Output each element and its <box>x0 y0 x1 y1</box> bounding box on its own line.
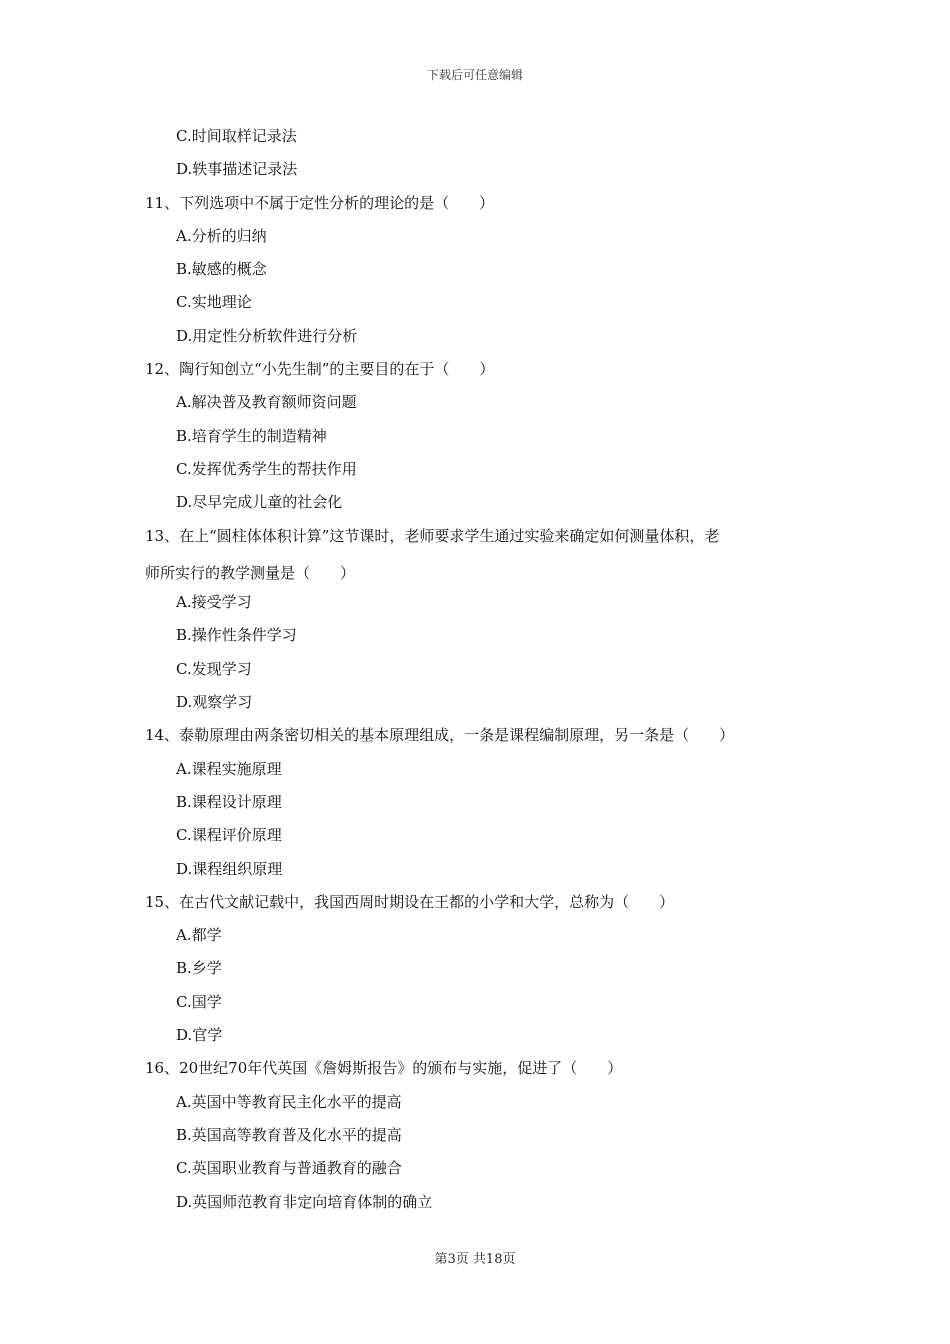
answer-option: C.国学 <box>176 992 222 1011</box>
answer-option: B.培育学生的制造精神 <box>176 426 327 445</box>
answer-option: C.实地理论 <box>176 293 252 312</box>
page-header: 下载后可任意编辑 <box>426 68 523 82</box>
answer-option: D.官学 <box>176 1026 223 1045</box>
answer-option: C.发现学习 <box>176 659 252 678</box>
answer-option: A.课程实施原理 <box>176 759 282 778</box>
answer-option: A.接受学习 <box>176 593 252 612</box>
answer-option: A.都学 <box>176 926 222 945</box>
answer-option: D.轶事描述记录法 <box>176 160 298 179</box>
answer-option: A.分析的归纳 <box>176 226 267 245</box>
question-list-part-2 <box>145 590 815 1223</box>
answer-option: B.操作性条件学习 <box>176 626 297 645</box>
answer-option: C.课程评价原理 <box>176 826 282 845</box>
answer-option: D.课程组织原理 <box>176 859 283 878</box>
answer-option: B.英国高等教育普及化水平的提高 <box>176 1125 402 1144</box>
answer-option: D.英国师范教育非定向培育体制的确立 <box>176 1192 433 1211</box>
answer-option: D.尽早完成儿童的社会化 <box>176 493 343 512</box>
answer-option: B.课程设计原理 <box>176 792 282 811</box>
answer-option: C.时间取样记录法 <box>176 127 297 145</box>
answer-option: D.观察学习 <box>176 693 253 712</box>
question-13 <box>145 524 815 591</box>
question-13-line-1: 13、在上“圆柱体体积计算”这节课时，老师要求学生通过实验来确定如何测量体积，老 <box>145 526 720 545</box>
answer-option: B.乡学 <box>176 959 222 978</box>
answer-option: B.敏感的概念 <box>176 260 267 279</box>
question-list-part-1 <box>145 124 815 524</box>
page-footer: 第3页 共18页 <box>434 1252 516 1267</box>
question-13-line-2: 师所实行的教学测量是（ ） <box>145 563 356 582</box>
exam-content <box>145 124 815 1223</box>
answer-option: C.英国职业教育与普通教育的融合 <box>176 1159 402 1178</box>
question-stem: 14、泰勒原理由两条密切相关的基本原理组成，一条是课程编制原理，另一条是（ ） <box>145 726 735 745</box>
answer-option: A.解决普及教育额师资问题 <box>176 393 357 412</box>
question-stem: 11、下列选项中不属于定性分析的理论的是（ ） <box>145 193 495 212</box>
question-stem: 12、陶行知创立“小先生制”的主要目的在于（ ） <box>145 360 495 379</box>
answer-option: A.英国中等教育民主化水平的提高 <box>176 1092 402 1111</box>
answer-option: D.用定性分析软件进行分析 <box>176 326 358 345</box>
question-stem: 15、在古代文献记载中，我国西周时期设在王都的小学和大学，总称为（ ） <box>145 892 675 911</box>
answer-option: C.发挥优秀学生的帮扶作用 <box>176 459 357 478</box>
question-stem: 16、20世纪70年代英国《詹姆斯报告》的颁布与实施，促进了（ ） <box>145 1059 623 1078</box>
